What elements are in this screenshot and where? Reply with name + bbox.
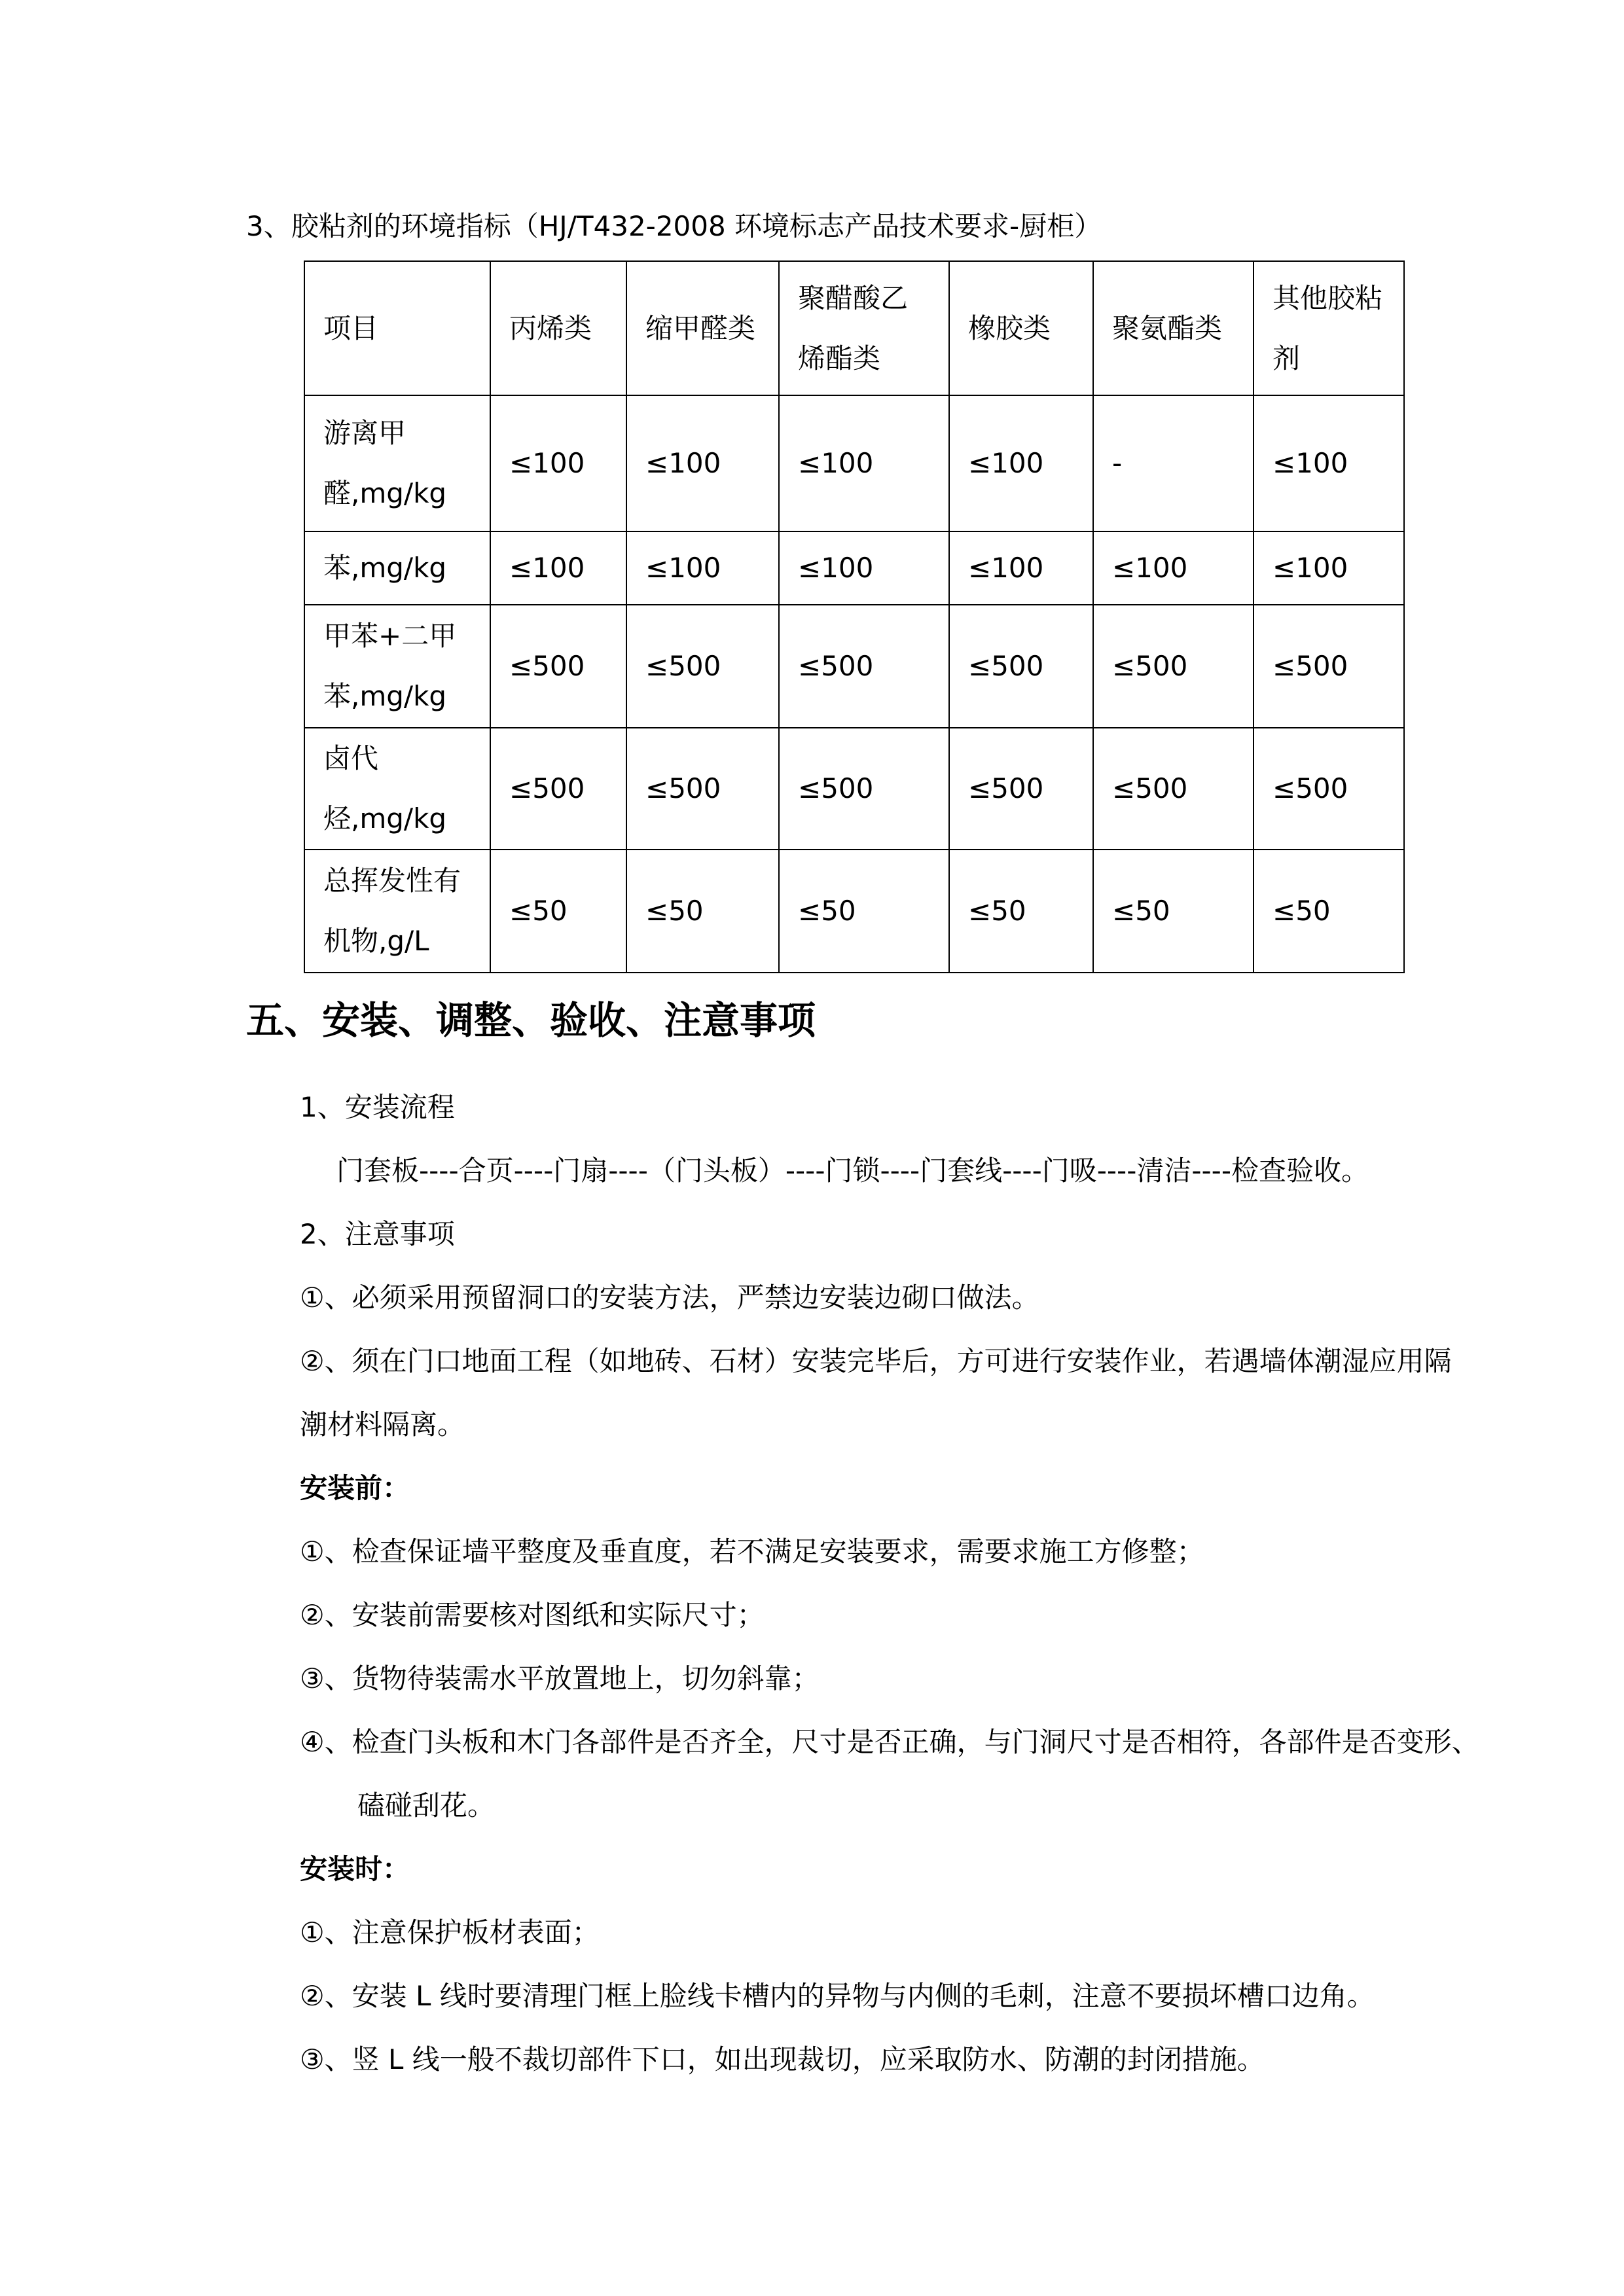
row-label: 卤代 烃,mg/kg — [304, 728, 490, 850]
table-value: ≤100 — [1254, 395, 1404, 531]
table-value: ≤500 — [1254, 728, 1404, 850]
table-value: ≤500 — [490, 728, 626, 850]
table-header-row — [304, 261, 1404, 395]
row-label: 苯,mg/kg — [304, 531, 490, 605]
adhesive-env-table — [304, 260, 1405, 973]
table-value: ≤50 — [490, 850, 626, 973]
table-value: ≤500 — [626, 728, 779, 850]
note-item-2-cont: 潮材料隔离。 — [300, 1408, 465, 1441]
during-item-2: ②、安装 L 线时要清理门框上脸线卡槽内的异物与内侧的毛刺，注意不要损坏槽口边角。 — [300, 1979, 1375, 2012]
table-value: ≤100 — [490, 395, 626, 531]
col-header-rubber: 橡胶类 — [949, 261, 1093, 395]
table-value: ≤100 — [779, 395, 949, 531]
table-value: ≤500 — [949, 728, 1093, 850]
before-item-3: ③、货物待装需水平放置地上，切勿斜靠； — [300, 1662, 820, 1695]
during-item-1: ①、注意保护板材表面； — [300, 1916, 600, 1948]
col-header-pu: 聚氨酯类 — [1093, 261, 1254, 395]
table-value: ≤500 — [949, 605, 1093, 728]
table-value: ≤50 — [949, 850, 1093, 973]
install-process-label: 1、安装流程 — [300, 1090, 455, 1123]
table-value: ≤500 — [1254, 605, 1404, 728]
row-label: 甲苯+二甲 苯,mg/kg — [304, 605, 490, 728]
table-value: ≤500 — [779, 728, 949, 850]
table-value: ≤100 — [490, 531, 626, 605]
table-value: ≤500 — [1093, 605, 1254, 728]
before-install-heading: 安装前： — [300, 1471, 410, 1504]
during-item-3: ③、竖 L 线一般不裁切部件下口，如出现裁切，应采取防水、防潮的封闭措施。 — [300, 2043, 1265, 2075]
before-item-1: ①、检查保证墙平整度及垂直度，若不满足安装要求，需要求施工方修整； — [300, 1535, 1204, 1568]
before-item-4: ④、检查门头板和木门各部件是否齐全，尺寸是否正确，与门洞尺寸是否相符，各部件是否变形、 — [300, 1725, 1479, 1758]
table-row — [304, 605, 1404, 728]
table-value: ≤100 — [626, 531, 779, 605]
notes-label: 2、注意事项 — [300, 1217, 455, 1250]
table-value: ≤100 — [949, 395, 1093, 531]
col-header-pva: 聚醋酸乙 烯酯类 — [779, 261, 949, 395]
table-value: ≤50 — [1093, 850, 1254, 973]
section5-heading: 五、安装、调整、验收、注意事项 — [246, 998, 816, 1043]
before-item-4-cont: 磕碰刮花。 — [357, 1789, 496, 1821]
table-value: - — [1093, 395, 1254, 531]
table-value: ≤100 — [1254, 531, 1404, 605]
table-row — [304, 850, 1404, 973]
table-row — [304, 531, 1404, 605]
section3-heading: 3、胶粘剂的环境指标（HJ/T432-2008 环境标志产品技术要求-厨柜） — [246, 210, 1102, 242]
table-value: ≤50 — [1254, 850, 1404, 973]
note-item-2: ②、须在门口地面工程（如地砖、石材）安装完毕后，方可进行安装作业，若遇墙体潮湿应用隔 — [300, 1344, 1452, 1377]
col-header-item: 项目 — [304, 261, 490, 395]
col-header-other: 其他胶粘 剂 — [1254, 261, 1404, 395]
table-value: ≤500 — [490, 605, 626, 728]
table-row — [304, 728, 1404, 850]
table-row — [304, 395, 1404, 531]
table-value: ≤500 — [779, 605, 949, 728]
table-value: ≤100 — [949, 531, 1093, 605]
before-item-2: ②、安装前需要核对图纸和实际尺寸； — [300, 1598, 765, 1631]
during-install-heading: 安装时： — [300, 1852, 410, 1885]
row-label: 总挥发性有 机物,g/L — [304, 850, 490, 973]
install-flow-line: 门套板----合页----门扇----（门头板）----门锁----门套线----门吸----清洁----检查验收。 — [336, 1154, 1369, 1187]
table-value: ≤500 — [626, 605, 779, 728]
table-value: ≤500 — [1093, 728, 1254, 850]
row-label: 游离甲 醛,mg/kg — [304, 395, 490, 531]
table-value: ≤50 — [626, 850, 779, 973]
section5-content — [0, 1073, 1624, 2089]
table-value: ≤100 — [1093, 531, 1254, 605]
table-value: ≤50 — [779, 850, 949, 973]
col-header-acrylic: 丙烯类 — [490, 261, 626, 395]
table-value: ≤100 — [626, 395, 779, 531]
col-header-formal: 缩甲醛类 — [626, 261, 779, 395]
table-value: ≤100 — [779, 531, 949, 605]
note-item-1: ①、必须采用预留洞口的安装方法，严禁边安装边砌口做法。 — [300, 1281, 1039, 1314]
